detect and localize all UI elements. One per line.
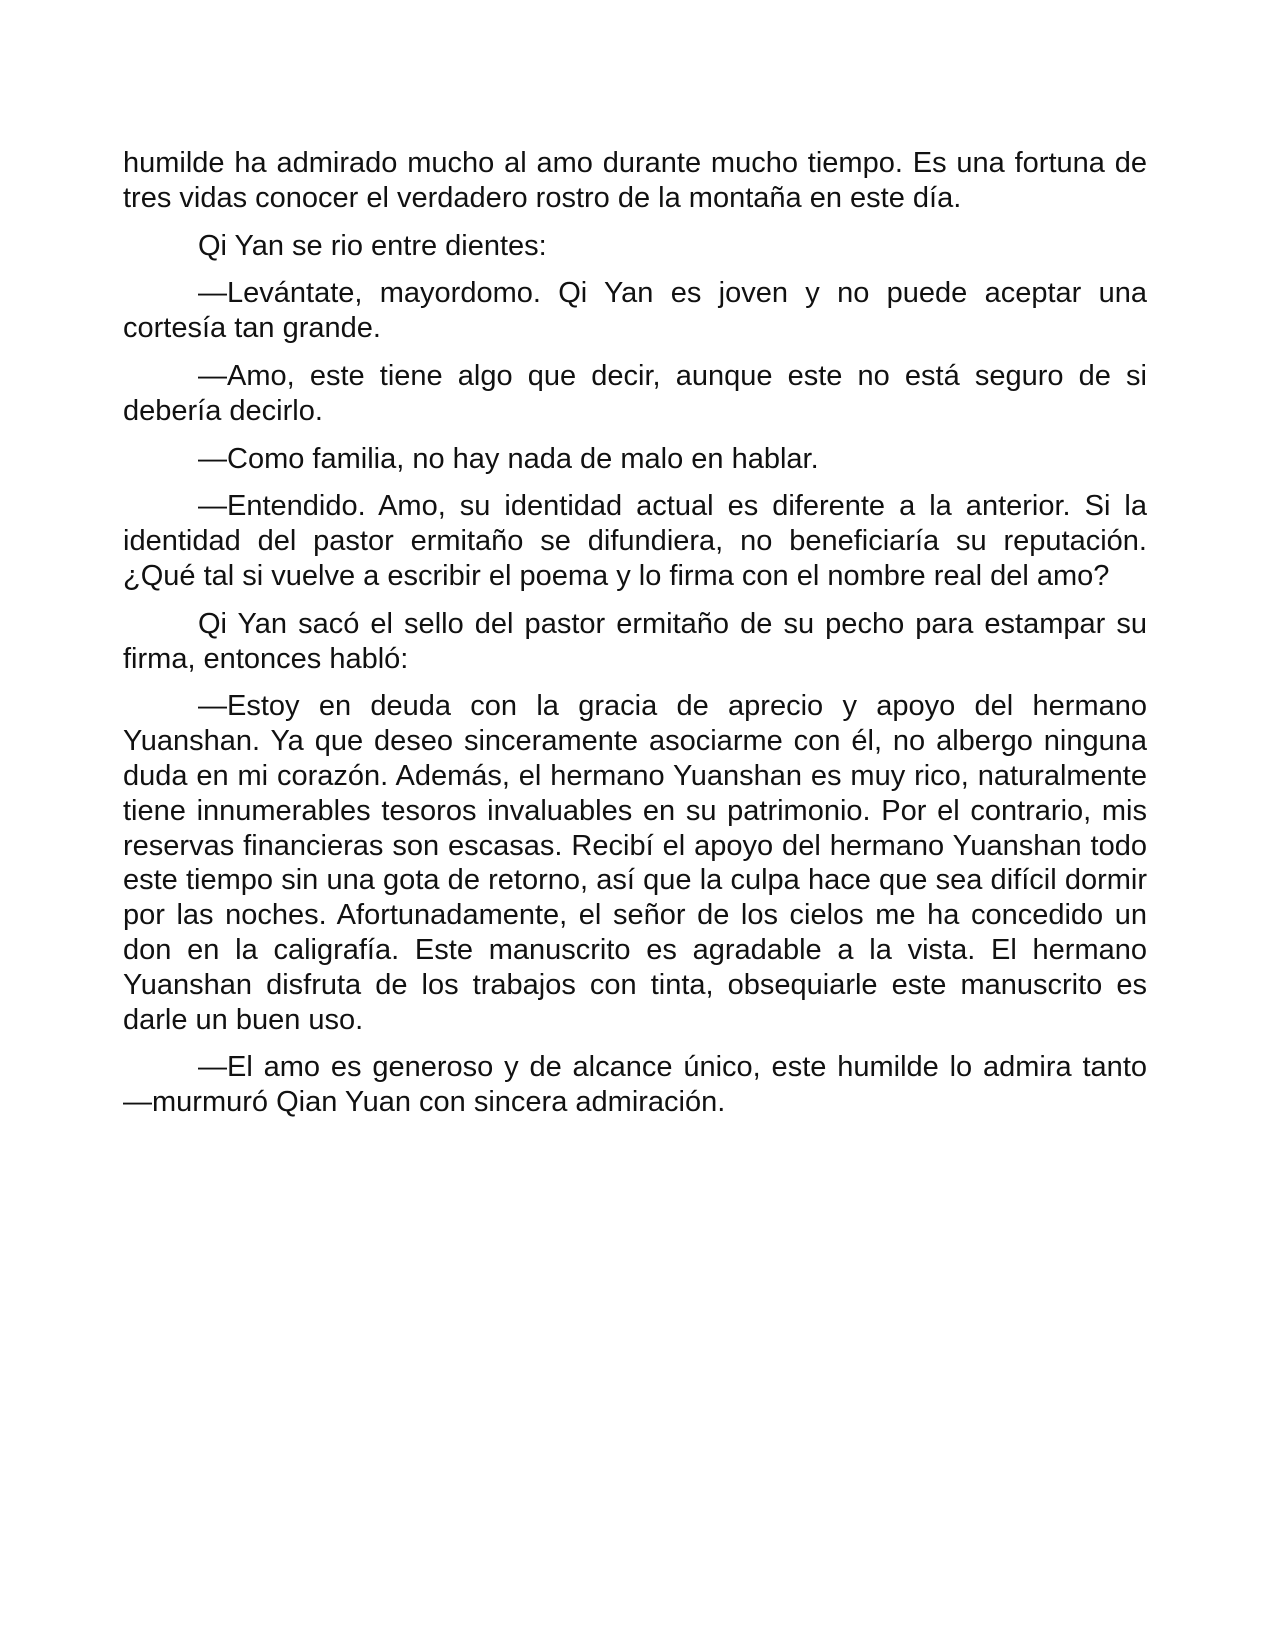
- paragraph-dialogue: —Levántate, mayordomo. Qi Yan es joven y no puede aceptar una cortesía tan grande.: [123, 277, 1147, 345]
- paragraph-dialogue: —Entendido. Amo, su identidad actual es diferente a la anterior. Si la identidad del pastor ermitaño se difundiera, no beneficiaría su reputación. ¿Qué tal si vuelve a escribir el poema y lo firma con el nombre real del amo?: [123, 490, 1147, 592]
- paragraph-dialogue: —Amo, este tiene algo que decir, aunque este no está seguro de si debería decirlo.: [123, 359, 1147, 427]
- paragraph-dialogue: —El amo es generoso y de alcance único, este humilde lo admira tanto —murmuró Qian Yuan con sincera admiración.: [123, 1051, 1147, 1119]
- document-page: [123, 146, 1147, 1133]
- paragraph-dialogue: —Estoy en deuda con la gracia de aprecio y apoyo del hermano Yuanshan. Ya que deseo sinceramente asociarme con él, no albergo ninguna duda en mi corazón. Además, el hermano Yuanshan es muy rico, naturalmente tiene innumerables tesoros invaluables en su patrimonio. Por el contrario, mis reservas financieras son escasas. Recibí el apoyo del hermano Yuanshan todo este tiempo sin una gota de retorno, así que la culpa hace que sea difícil dormir por las noches. Afortunadamente, el señor de los cielos me ha concedido un don en la caligrafía. Este manuscrito es agradable a la vista. El hermano Yuanshan disfruta de los trabajos con tinta, obsequiarle este manuscrito es darle un buen uso.: [123, 690, 1147, 1036]
- paragraph-narration: Qi Yan se rio entre dientes:: [198, 229, 547, 262]
- paragraph-narration: Qi Yan sacó el sello del pastor ermitaño de su pecho para estampar su firma, entonces habló:: [123, 607, 1147, 675]
- paragraph-continuation: humilde ha admirado mucho al amo durante mucho tiempo. Es una fortuna de tres vidas conocer el verdadero rostro de la montaña en este día.: [123, 147, 1147, 214]
- paragraph-dialogue: —Como familia, no hay nada de malo en hablar.: [198, 442, 819, 475]
